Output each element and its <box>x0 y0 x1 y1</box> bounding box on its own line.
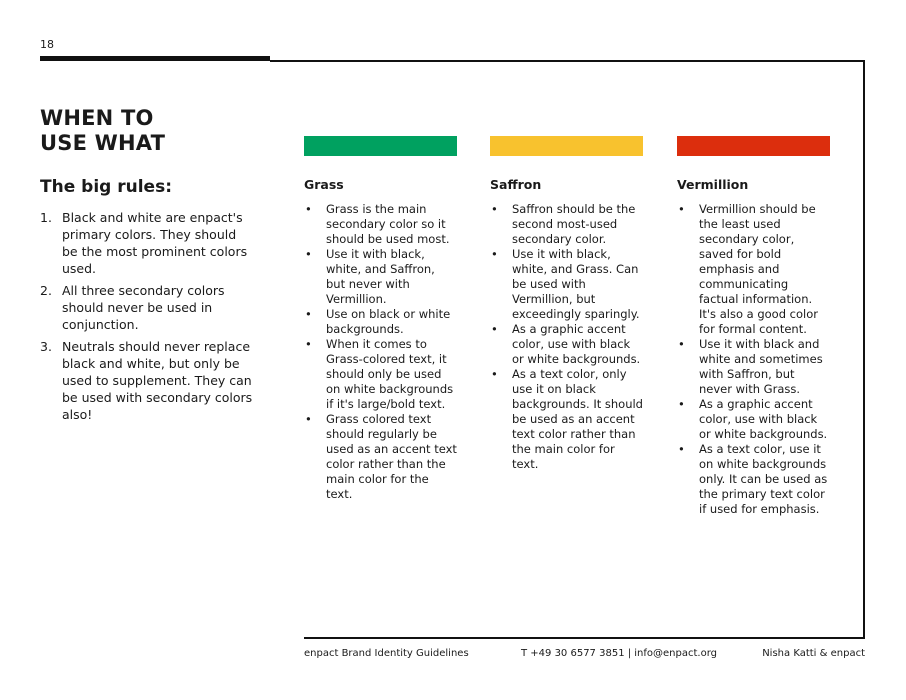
bullet-dot: • <box>678 337 685 351</box>
grass-bullets <box>304 202 457 502</box>
bullet-text: Grass is the main secondary color so it should be used most. <box>326 202 450 246</box>
rule-number: 2. <box>40 283 52 298</box>
saffron-swatch <box>490 136 643 156</box>
bullet-text: Use it with black and white and sometimes with Saffron, but never with Grass. <box>699 337 823 396</box>
grass-title: Grass <box>304 177 344 192</box>
bullet-text: When it comes to Grass-colored text, it should only be used on white backgrounds if it's large/bold text. <box>326 337 454 411</box>
list-item <box>304 202 457 247</box>
rule-text: Black and white are enpact's primary colors. They should be the most prominent colors used. <box>62 210 248 276</box>
list-item <box>304 307 457 337</box>
bullet-text: Use on black or white backgrounds. <box>326 307 451 336</box>
page-number: 18 <box>40 38 54 51</box>
vermillion-column <box>677 136 830 517</box>
bullet-dot: • <box>305 202 312 216</box>
bullet-text: As a text color, only use it on black backgrounds. It should be used as an accent text color rather than the main color for text. <box>512 367 643 471</box>
rule-item <box>40 338 255 423</box>
list-item <box>490 202 643 247</box>
page-title-line-1: WHEN TO <box>40 106 154 130</box>
bullet-text: Grass colored text should regularly be used as an accent text color rather than the main color for the text. <box>326 412 457 501</box>
rule-text: All three secondary colors should never be used in conjunction. <box>62 283 225 332</box>
vermillion-bullets <box>677 202 830 517</box>
bullet-dot: • <box>305 307 312 321</box>
bullet-text: Saffron should be the second most-used secondary color. <box>512 202 636 246</box>
grass-column <box>304 136 457 502</box>
list-item <box>490 247 643 322</box>
bullet-dot: • <box>491 367 498 381</box>
list-item <box>490 367 643 472</box>
bullet-dot: • <box>678 442 685 456</box>
vermillion-swatch <box>677 136 830 156</box>
bullet-dot: • <box>491 247 498 261</box>
saffron-column <box>490 136 643 472</box>
frame-right-line <box>863 60 865 639</box>
bullet-text: Use it with black, white, and Saffron, but never with Vermillion. <box>326 247 435 306</box>
footer-contact: T +49 30 6577 3851 | info@enpact.org <box>521 648 717 659</box>
header-rule <box>40 56 270 61</box>
grass-swatch <box>304 136 457 156</box>
bullet-text: As a text color, use it on white backgrounds only. It can be used as the primary text color if used for emphasis. <box>699 442 828 516</box>
page-title-line-2: USE WHAT <box>40 131 166 155</box>
bullet-dot: • <box>305 247 312 261</box>
bullet-text: As a graphic accent color, use with black or white backgrounds. <box>699 397 828 441</box>
bullet-text: Vermillion should be the least used secondary color, saved for bold emphasis and communicating factual information. It's also a good color for formal content. <box>699 202 818 336</box>
list-item <box>304 337 457 412</box>
rules-title: The big rules: <box>40 177 172 197</box>
rules-list <box>40 209 255 428</box>
list-item <box>677 442 830 517</box>
footer-title: enpact Brand Identity Guidelines <box>304 648 469 659</box>
list-item <box>677 202 830 337</box>
list-item <box>677 397 830 442</box>
list-item <box>490 322 643 367</box>
bullet-dot: • <box>305 412 312 426</box>
frame-bottom-line <box>304 637 865 639</box>
frame-top-line <box>270 60 865 62</box>
page-title <box>40 106 165 156</box>
rule-item <box>40 282 255 333</box>
rule-item <box>40 209 255 277</box>
bullet-dot: • <box>491 322 498 336</box>
saffron-bullets <box>490 202 643 472</box>
footer-credit: Nisha Katti & enpact <box>762 648 865 659</box>
bullet-dot: • <box>305 337 312 351</box>
rule-number: 3. <box>40 339 52 354</box>
bullet-dot: • <box>678 202 685 216</box>
bullet-dot: • <box>491 202 498 216</box>
rule-number: 1. <box>40 210 52 225</box>
vermillion-title: Vermillion <box>677 177 749 192</box>
list-item <box>304 412 457 502</box>
rule-text: Neutrals should never replace black and white, but only be used to supplement. They can be used with secondary colors also! <box>62 339 253 422</box>
saffron-title: Saffron <box>490 177 542 192</box>
bullet-text: Use it with black, white, and Grass. Can be used with Vermillion, but exceedingly sparingly. <box>512 247 640 321</box>
bullet-dot: • <box>678 397 685 411</box>
list-item <box>677 337 830 397</box>
list-item <box>304 247 457 307</box>
bullet-text: As a graphic accent color, use with black or white backgrounds. <box>512 322 641 366</box>
